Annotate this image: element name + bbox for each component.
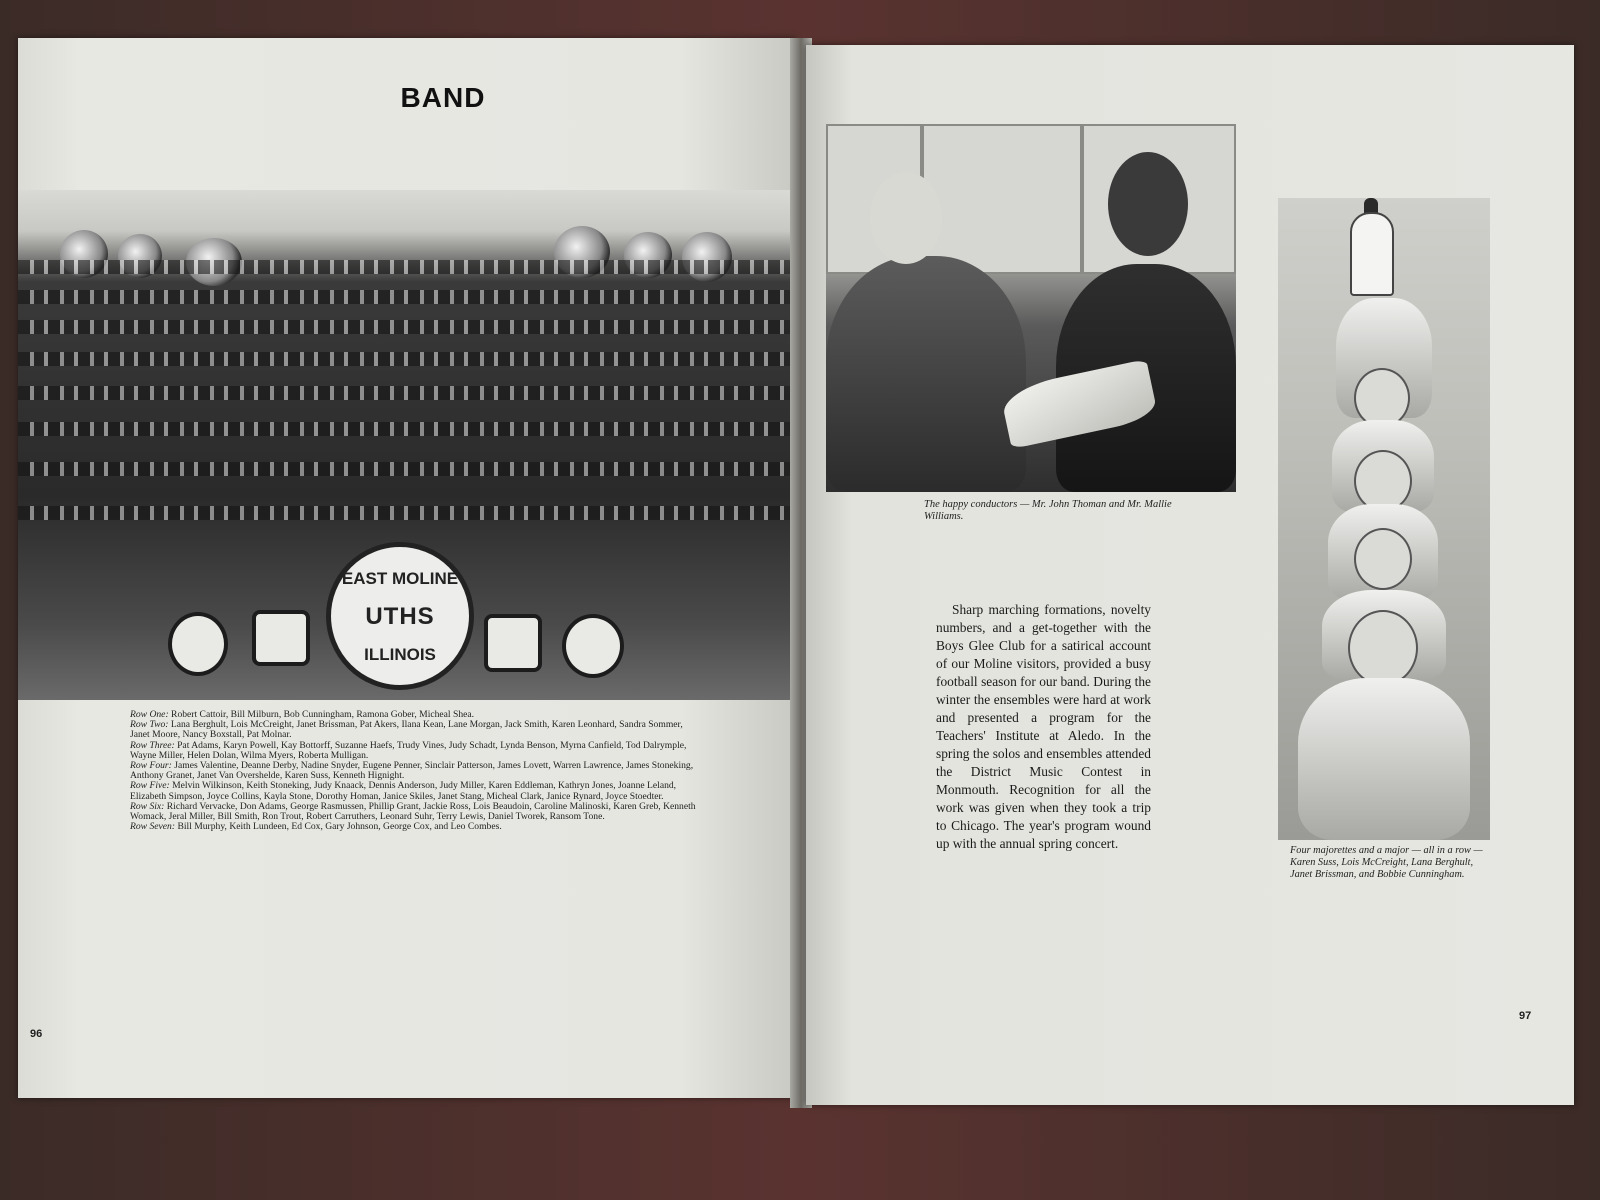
conductors-caption: The happy conductors — Mr. John Thoman and Mr. Mallie Williams. [924,499,1172,522]
right-page [806,45,1574,1105]
roster-row: Row Three: Pat Adams, Karyn Powell, Kay Bottorff, Suzanne Haefs, Trudy Vines, Judy Schadt, Lynda Benson, Myrna Canfield, Tod Dalrymple, Wayne Miller, Helen Dolan, Wilma Myers, Roberta Mulligan. [130,739,687,761]
conductor-left [826,256,1026,492]
band-roster-caption [130,710,702,832]
tenor-drum-right [484,614,542,672]
band-article-text: Sharp marching formations, novelty numbers, and a get-together with the Boys Glee Club for a satirical account of our Moline visitors, provided a busy football season for our band. During the winter the ensembles were hard at work and presented a program for the Teachers' Institute at Aledo. In the spring the solos and ensembles attended the District Music Contest in Monmouth. Recognition for all the work was given when they took a trip to Chicago. The year's program wound up with the annual spring concert. [936,602,1151,851]
tenor-drum-left [252,610,310,666]
drum-text-bottom: ILLINOIS [364,645,436,664]
drum-logo: UTHS [365,603,435,630]
conductor-left-face [870,172,942,264]
majorette-face [1354,368,1410,428]
page-number-right: 97 [1519,1010,1532,1022]
cabinet-middle [922,124,1082,274]
roster-row: Row Five: Melvin Wilkinson, Keith Stoneking, Judy Knaack, Dennis Anderson, Judy Miller, Karen Eddleman, Kathryn Jones, Joanne Leland, Elizabeth Simpson, Joyce Collins, Kayla Stone, Dorothy Homan, Janice Skiles, Janet Stang, Micheal Clark, Janice Rynard, Joyce Stoedter. [130,780,677,802]
roster-row: Row One: Robert Cattoir, Bill Milburn, Bob Cunningham, Ramona Gober, Micheal Shea. [130,709,475,720]
majorette-face [1354,528,1412,590]
page-number-left: 96 [30,1028,43,1040]
page-heading: BAND [400,82,486,113]
roster-row: Row Four: James Valentine, Deanne Derby, Nadine Snyder, Eugene Penner, Sinclair Patterson, James Lovett, Warren Lawrence, James Stoneking, Anthony Granet, Janet Van Overshelde, Karen Suss, Kenneth Hignight. [130,760,694,782]
snare-drum-right [562,614,624,678]
band-group-photo [18,190,796,700]
snare-drum-left [168,612,228,676]
majorettes-caption: Four majorettes and a major — all in a row — Karen Suss, Lois McCreight, Lana Berghult, Janet Brissman, and Bobbie Cunningham. [1290,845,1483,881]
roster-row: Row Seven: Bill Murphy, Keith Lundeen, Ed Cox, Gary Johnson, George Cox, and Leo Combes. [130,821,502,833]
roster-row: Row Six: Richard Vervacke, Don Adams, George Rasmussen, Phillip Grant, Jackie Ross, Lois Beaudoin, Caroline Malinoski, Karen Greb, Kenneth Womack, Jeral Miller, Bill Smith, Ron Trout, Robert Carruthers, Leonard Suhr, Terry Lewis, Daniel Tworek, Ransom Tone. [130,800,696,823]
majorette-figure [1298,678,1470,840]
drum-text-top: EAST MOLINE [341,569,459,588]
conductor-right-face [1108,152,1188,256]
majorette-face [1354,450,1412,512]
majorettes-photo [1278,198,1490,840]
left-page [18,38,796,1098]
conductors-photo [826,124,1236,492]
shako-hat [1350,212,1394,296]
majorette-face [1348,610,1418,686]
roster-row: Row Two: Lana Berghult, Lois McCreight, Janet Brissman, Pat Akers, Ilana Kean, Lane Morgan, Jack Smith, Karen Leonhard, Sandra Sommer, Janet Moore, Nancy Boxstall, Pat Molnar. [130,719,683,741]
bass-drum [326,542,474,690]
